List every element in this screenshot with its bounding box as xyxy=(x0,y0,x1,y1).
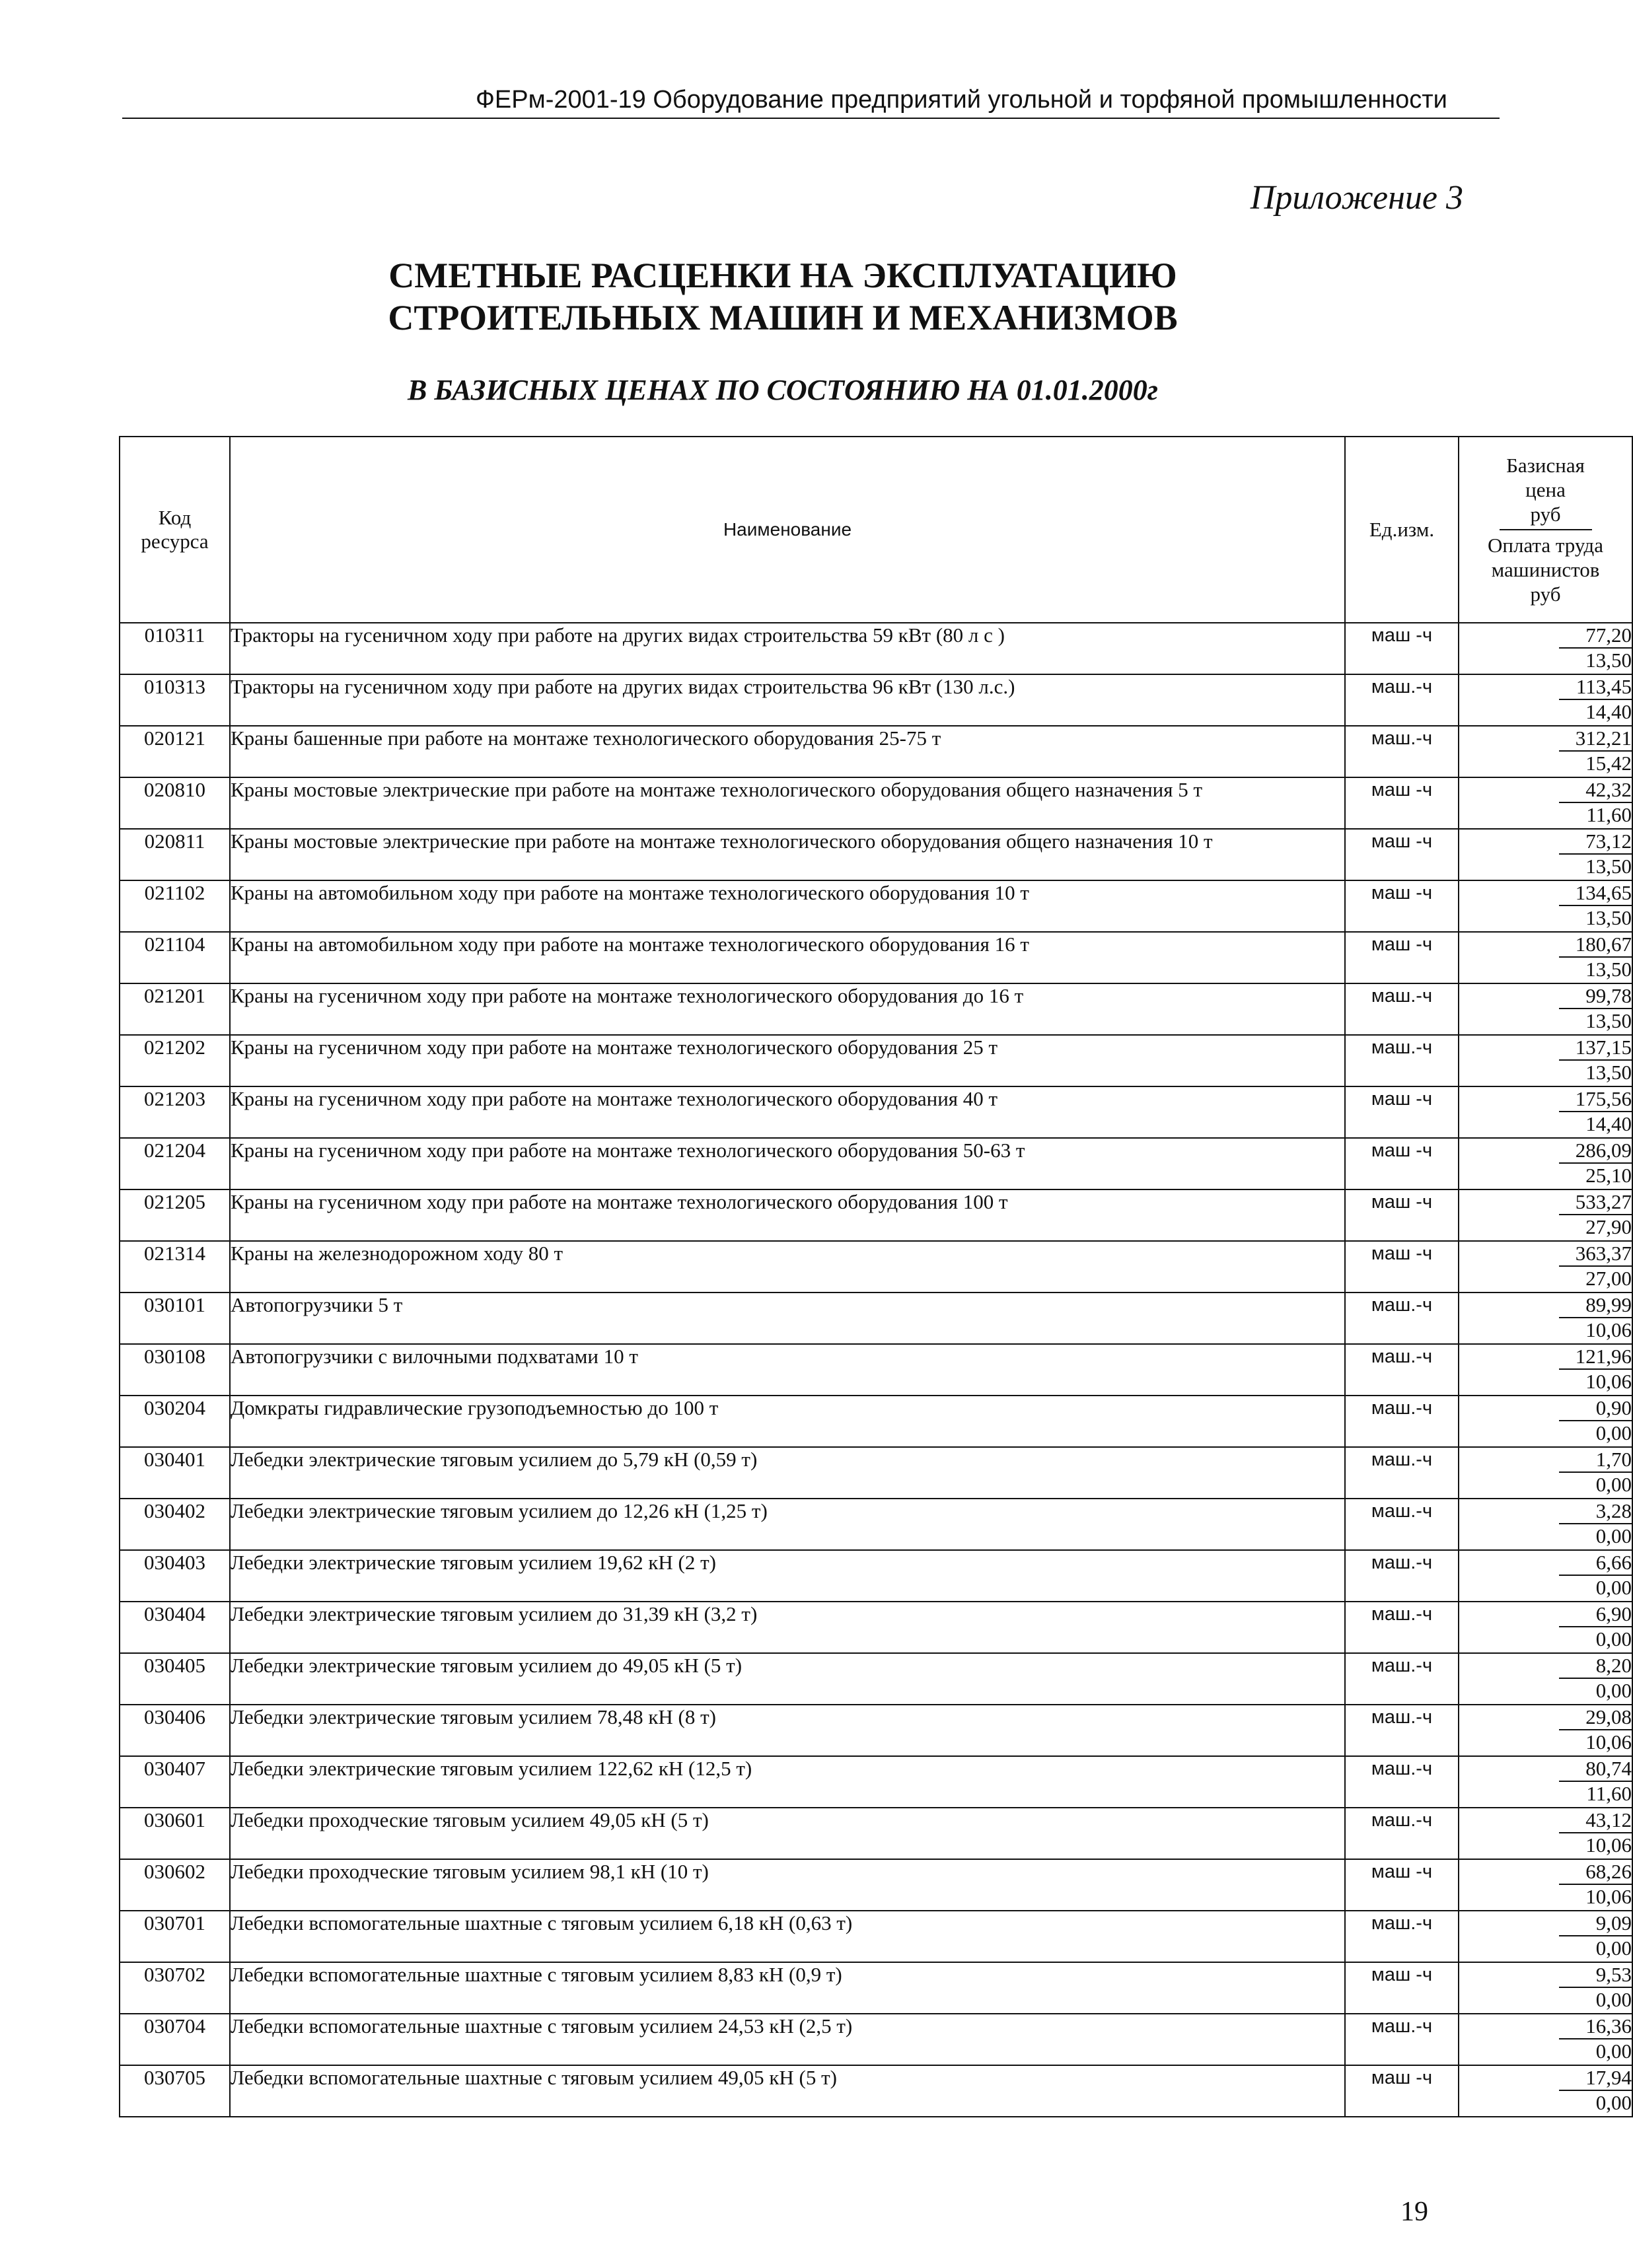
unit-of-measure: маш.-ч xyxy=(1345,1911,1459,1962)
resource-code: 010311 xyxy=(120,623,230,674)
unit-of-measure: маш -ч xyxy=(1345,932,1459,983)
base-price: 43,12 xyxy=(1559,1808,1632,1833)
base-price: 29,08 xyxy=(1559,1705,1632,1730)
price-cell xyxy=(1459,2014,1632,2065)
resource-code: 030101 xyxy=(120,1293,230,1344)
resource-name: Лебедки электрические тяговым усилием до 12,26 кН (1,25 т) xyxy=(230,1499,1345,1550)
resource-name: Краны на гусеничном ходу при работе на монтаже технологического оборудования 25 т xyxy=(230,1035,1345,1086)
column-header-unit: Ед.изм. xyxy=(1345,437,1459,623)
table-header-row xyxy=(120,437,1632,623)
resource-code: 030602 xyxy=(120,1859,230,1911)
price-cell xyxy=(1459,623,1632,674)
resource-name: Краны мостовые электрические при работе на монтаже технологического оборудования общего назначения 10 т xyxy=(230,829,1345,880)
unit-of-measure: маш -ч xyxy=(1345,2065,1459,2117)
operator-wage: 13,50 xyxy=(1585,1009,1632,1032)
base-price: 73,12 xyxy=(1559,830,1632,855)
resource-name: Краны башенные при работе на монтаже технологического оборудования 25-75 т xyxy=(230,726,1345,777)
unit-of-measure: маш.-ч xyxy=(1345,983,1459,1035)
unit-of-measure: маш.-ч xyxy=(1345,1653,1459,1705)
operator-wage: 0,00 xyxy=(1595,1421,1632,1444)
price-cell xyxy=(1459,1705,1632,1756)
table-row xyxy=(120,1756,1632,1808)
base-price: 175,56 xyxy=(1559,1087,1632,1112)
resource-code: 030401 xyxy=(120,1447,230,1499)
base-price: 6,90 xyxy=(1559,1602,1632,1627)
resource-name: Лебедки электрические тяговым усилием 78,48 кН (8 т) xyxy=(230,1705,1345,1756)
operator-wage: 13,50 xyxy=(1585,958,1632,981)
operator-wage: 27,00 xyxy=(1585,1267,1632,1290)
base-price: 80,74 xyxy=(1559,1757,1632,1782)
price-cell xyxy=(1459,880,1632,932)
resource-code: 020810 xyxy=(120,777,230,829)
price-cell xyxy=(1459,1499,1632,1550)
price-cell xyxy=(1459,1138,1632,1189)
resource-code: 021314 xyxy=(120,1241,230,1293)
base-price: 286,09 xyxy=(1559,1139,1632,1164)
price-header-line-1: Базисная xyxy=(1506,454,1585,477)
table-row xyxy=(120,1344,1632,1396)
base-price: 16,36 xyxy=(1559,2014,1632,2039)
operator-wage: 11,60 xyxy=(1586,1782,1632,1805)
table-row xyxy=(120,983,1632,1035)
operator-wage: 13,50 xyxy=(1585,855,1632,878)
base-price: 68,26 xyxy=(1559,1860,1632,1885)
base-price: 137,15 xyxy=(1559,1036,1632,1061)
base-price: 77,20 xyxy=(1559,623,1632,649)
operator-wage: 0,00 xyxy=(1595,1988,1632,2011)
unit-of-measure: маш.-ч xyxy=(1345,674,1459,726)
resource-code: 030108 xyxy=(120,1344,230,1396)
running-header: ФЕРм-2001-19 Оборудование предприятий угольной и торфяной промышленности xyxy=(476,86,1447,114)
base-price: 6,66 xyxy=(1559,1551,1632,1576)
unit-of-measure: маш -ч xyxy=(1345,623,1459,674)
price-cell xyxy=(1459,2065,1632,2117)
operator-wage: 13,50 xyxy=(1585,649,1632,672)
price-cell xyxy=(1459,829,1632,880)
header-rule xyxy=(122,118,1500,119)
base-price: 180,67 xyxy=(1559,933,1632,958)
title-line-2: СТРОИТЕЛЬНЫХ МАШИН И МЕХАНИЗМОВ xyxy=(388,298,1178,337)
table-row xyxy=(120,1138,1632,1189)
base-price: 3,28 xyxy=(1559,1499,1632,1524)
unit-of-measure: маш.-ч xyxy=(1345,1602,1459,1653)
table-row xyxy=(120,1962,1632,2014)
unit-of-measure: маш -ч xyxy=(1345,777,1459,829)
resource-name: Краны на автомобильном ходу при работе на монтаже технологического оборудования 16 т xyxy=(230,932,1345,983)
table-row xyxy=(120,2065,1632,2117)
unit-of-measure: маш.-ч xyxy=(1345,1808,1459,1859)
base-price: 121,96 xyxy=(1559,1345,1632,1370)
resource-code: 020811 xyxy=(120,829,230,880)
table-row xyxy=(120,829,1632,880)
table-row xyxy=(120,2014,1632,2065)
table-row xyxy=(120,1602,1632,1653)
price-header-line-3: руб xyxy=(1530,503,1561,526)
resource-name: Краны на гусеничном ходу при работе на монтаже технологического оборудования до 16 т xyxy=(230,983,1345,1035)
base-price: 8,20 xyxy=(1559,1654,1632,1679)
base-price: 363,37 xyxy=(1559,1242,1632,1267)
resource-name: Лебедки электрические тяговым усилием до 31,39 кН (3,2 т) xyxy=(230,1602,1345,1653)
unit-of-measure: маш -ч xyxy=(1345,1962,1459,2014)
operator-wage: 0,00 xyxy=(1595,2091,1632,2114)
resource-name: Автопогрузчики с вилочными подхватами 10 т xyxy=(230,1344,1345,1396)
price-cell xyxy=(1459,777,1632,829)
price-cell xyxy=(1459,932,1632,983)
price-cell xyxy=(1459,674,1632,726)
resource-code: 030406 xyxy=(120,1705,230,1756)
price-cell xyxy=(1459,1241,1632,1293)
table-row xyxy=(120,1808,1632,1859)
resource-code: 020121 xyxy=(120,726,230,777)
base-price: 89,99 xyxy=(1559,1293,1632,1318)
document-title xyxy=(0,254,1566,339)
table-row xyxy=(120,1705,1632,1756)
table-row xyxy=(120,1499,1632,1550)
base-price: 312,21 xyxy=(1559,726,1632,752)
resource-code: 030402 xyxy=(120,1499,230,1550)
table-row xyxy=(120,1241,1632,1293)
unit-of-measure: маш.-ч xyxy=(1345,726,1459,777)
base-price: 9,09 xyxy=(1559,1911,1632,1936)
wage-header-line-2: машинистов xyxy=(1491,558,1600,581)
resource-name: Тракторы на гусеничном ходу при работе на других видах строительства 59 кВт (80 л с ) xyxy=(230,623,1345,674)
unit-of-measure: маш.-ч xyxy=(1345,1499,1459,1550)
rates-table xyxy=(119,436,1633,2117)
resource-code: 030702 xyxy=(120,1962,230,2014)
operator-wage: 14,40 xyxy=(1585,1112,1632,1135)
unit-of-measure: маш.-ч xyxy=(1345,1344,1459,1396)
price-cell xyxy=(1459,1035,1632,1086)
base-price: 99,78 xyxy=(1559,984,1632,1009)
resource-code: 021203 xyxy=(120,1086,230,1138)
table-row xyxy=(120,1189,1632,1241)
resource-name: Лебедки проходческие тяговым усилием 49,05 кН (5 т) xyxy=(230,1808,1345,1859)
resource-name: Краны на гусеничном ходу при работе на монтаже технологического оборудования 50-63 т xyxy=(230,1138,1345,1189)
column-header-code xyxy=(120,437,230,623)
title-line-1: СМЕТНЫЕ РАСЦЕНКИ НА ЭКСПЛУАТАЦИЮ xyxy=(388,256,1177,295)
table-row xyxy=(120,623,1632,674)
resource-name: Домкраты гидравлические грузоподъемностью до 100 т xyxy=(230,1396,1345,1447)
operator-wage: 27,90 xyxy=(1585,1215,1632,1238)
unit-of-measure: маш -ч xyxy=(1345,1189,1459,1241)
resource-code: 021201 xyxy=(120,983,230,1035)
operator-wage: 0,00 xyxy=(1595,1679,1632,1702)
unit-of-measure: маш -ч xyxy=(1345,880,1459,932)
unit-of-measure: маш.-ч xyxy=(1345,1756,1459,1808)
table-row xyxy=(120,880,1632,932)
unit-of-measure: маш -ч xyxy=(1345,1859,1459,1911)
unit-of-measure: маш.-ч xyxy=(1345,1396,1459,1447)
table-row xyxy=(120,777,1632,829)
base-price: 1,70 xyxy=(1559,1448,1632,1473)
resource-name: Лебедки электрические тяговым усилием до 5,79 кН (0,59 т) xyxy=(230,1447,1345,1499)
operator-wage: 0,00 xyxy=(1595,1936,1632,1960)
base-price: 533,27 xyxy=(1559,1190,1632,1215)
resource-code: 030705 xyxy=(120,2065,230,2117)
operator-wage: 13,50 xyxy=(1585,906,1632,929)
operator-wage: 10,06 xyxy=(1585,1318,1632,1341)
resource-name: Лебедки вспомогательные шахтные с тяговым усилием 49,05 кН (5 т) xyxy=(230,2065,1345,2117)
table-row xyxy=(120,1086,1632,1138)
operator-wage: 11,60 xyxy=(1586,803,1632,826)
resource-name: Лебедки вспомогательные шахтные с тяговым усилием 6,18 кН (0,63 т) xyxy=(230,1911,1345,1962)
price-cell xyxy=(1459,1808,1632,1859)
resource-code: 030407 xyxy=(120,1756,230,1808)
price-cell xyxy=(1459,1859,1632,1911)
price-header-line-2: цена xyxy=(1525,478,1566,501)
unit-of-measure: маш.-ч xyxy=(1345,1293,1459,1344)
code-header-line-2: ресурса xyxy=(141,530,209,553)
resource-code: 010313 xyxy=(120,674,230,726)
price-cell xyxy=(1459,1602,1632,1653)
resource-name: Краны на железнодорожном ходу 80 т xyxy=(230,1241,1345,1293)
column-header-name: Наименование xyxy=(230,437,1345,623)
price-cell xyxy=(1459,1962,1632,2014)
resource-code: 030405 xyxy=(120,1653,230,1705)
operator-wage: 13,50 xyxy=(1585,1061,1632,1084)
table-row xyxy=(120,1447,1632,1499)
base-price: 9,53 xyxy=(1559,1963,1632,1988)
unit-of-measure: маш -ч xyxy=(1345,1138,1459,1189)
operator-wage: 25,10 xyxy=(1585,1164,1632,1187)
unit-of-measure: маш.-ч xyxy=(1345,1550,1459,1602)
unit-of-measure: маш.-ч xyxy=(1345,1035,1459,1086)
unit-of-measure: маш -ч xyxy=(1345,1086,1459,1138)
resource-code: 030403 xyxy=(120,1550,230,1602)
table-row xyxy=(120,1396,1632,1447)
price-cell xyxy=(1459,1911,1632,1962)
base-price: 0,90 xyxy=(1559,1396,1632,1421)
resource-name: Лебедки проходческие тяговым усилием 98,1 кН (10 т) xyxy=(230,1859,1345,1911)
operator-wage: 14,40 xyxy=(1585,700,1632,723)
unit-of-measure: маш -ч xyxy=(1345,1241,1459,1293)
resource-name: Тракторы на гусеничном ходу при работе на других видах строительства 96 кВт (130 л.с.) xyxy=(230,674,1345,726)
operator-wage: 0,00 xyxy=(1595,1524,1632,1547)
resource-code: 030204 xyxy=(120,1396,230,1447)
resource-code: 021202 xyxy=(120,1035,230,1086)
base-price: 42,32 xyxy=(1559,778,1632,803)
resource-name: Краны мостовые электрические при работе на монтаже технологического оборудования общего назначения 5 т xyxy=(230,777,1345,829)
resource-code: 030701 xyxy=(120,1911,230,1962)
price-header-divider xyxy=(1500,529,1592,530)
resource-code: 030704 xyxy=(120,2014,230,2065)
operator-wage: 0,00 xyxy=(1595,1627,1632,1650)
resource-name: Автопогрузчики 5 т xyxy=(230,1293,1345,1344)
code-header-line-1: Код xyxy=(158,506,192,529)
unit-of-measure: маш.-ч xyxy=(1345,1447,1459,1499)
resource-name: Лебедки вспомогательные шахтные с тяговым усилием 8,83 кН (0,9 т) xyxy=(230,1962,1345,2014)
price-cell xyxy=(1459,1396,1632,1447)
table-row xyxy=(120,1859,1632,1911)
table-row xyxy=(120,1550,1632,1602)
appendix-label: Приложение 3 xyxy=(1250,179,1463,217)
resource-name: Лебедки электрические тяговым усилием до 49,05 кН (5 т) xyxy=(230,1653,1345,1705)
resource-name: Краны на гусеничном ходу при работе на монтаже технологического оборудования 40 т xyxy=(230,1086,1345,1138)
table-row xyxy=(120,674,1632,726)
operator-wage: 10,06 xyxy=(1585,1370,1632,1393)
operator-wage: 10,06 xyxy=(1585,1730,1632,1754)
price-cell xyxy=(1459,1344,1632,1396)
unit-of-measure: маш -ч xyxy=(1345,829,1459,880)
base-price: 17,94 xyxy=(1559,2066,1632,2091)
operator-wage: 0,00 xyxy=(1595,1473,1632,1496)
price-cell xyxy=(1459,983,1632,1035)
price-cell xyxy=(1459,1653,1632,1705)
resource-name: Краны на автомобильном ходу при работе на монтаже технологического оборудования 10 т xyxy=(230,880,1345,932)
resource-code: 021205 xyxy=(120,1189,230,1241)
wage-header-line-3: руб xyxy=(1530,583,1561,606)
document-subtitle: В БАЗИСНЫХ ЦЕНАХ ПО СОСТОЯНИЮ НА 01.01.2000г xyxy=(407,374,1159,406)
page-number: 19 xyxy=(1400,2197,1428,2227)
price-cell xyxy=(1459,1447,1632,1499)
resource-code: 030601 xyxy=(120,1808,230,1859)
base-price: 113,45 xyxy=(1559,675,1632,700)
unit-of-measure: маш.-ч xyxy=(1345,1705,1459,1756)
price-cell xyxy=(1459,726,1632,777)
price-cell xyxy=(1459,1086,1632,1138)
resource-code: 021104 xyxy=(120,932,230,983)
operator-wage: 10,06 xyxy=(1585,1833,1632,1857)
resource-name: Краны на гусеничном ходу при работе на монтаже технологического оборудования 100 т xyxy=(230,1189,1345,1241)
resource-code: 030404 xyxy=(120,1602,230,1653)
resource-name: Лебедки электрические тяговым усилием 19,62 кН (2 т) xyxy=(230,1550,1345,1602)
wage-header-line-1: Оплата труда xyxy=(1488,534,1603,557)
price-cell xyxy=(1459,1550,1632,1602)
operator-wage: 15,42 xyxy=(1585,752,1632,775)
table-row xyxy=(120,1911,1632,1962)
operator-wage: 10,06 xyxy=(1585,1885,1632,1908)
price-cell xyxy=(1459,1756,1632,1808)
table-row xyxy=(120,726,1632,777)
base-price: 134,65 xyxy=(1559,881,1632,906)
table-row xyxy=(120,1293,1632,1344)
table-row xyxy=(120,1035,1632,1086)
price-cell xyxy=(1459,1293,1632,1344)
unit-of-measure: маш.-ч xyxy=(1345,2014,1459,2065)
resource-name: Лебедки вспомогательные шахтные с тяговым усилием 24,53 кН (2,5 т) xyxy=(230,2014,1345,2065)
resource-code: 021204 xyxy=(120,1138,230,1189)
price-cell xyxy=(1459,1189,1632,1241)
column-header-price xyxy=(1459,437,1632,623)
table-row xyxy=(120,932,1632,983)
resource-name: Лебедки электрические тяговым усилием 122,62 кН (12,5 т) xyxy=(230,1756,1345,1808)
resource-code: 021102 xyxy=(120,880,230,932)
operator-wage: 0,00 xyxy=(1595,2039,1632,2063)
table-row xyxy=(120,1653,1632,1705)
operator-wage: 0,00 xyxy=(1595,1576,1632,1599)
